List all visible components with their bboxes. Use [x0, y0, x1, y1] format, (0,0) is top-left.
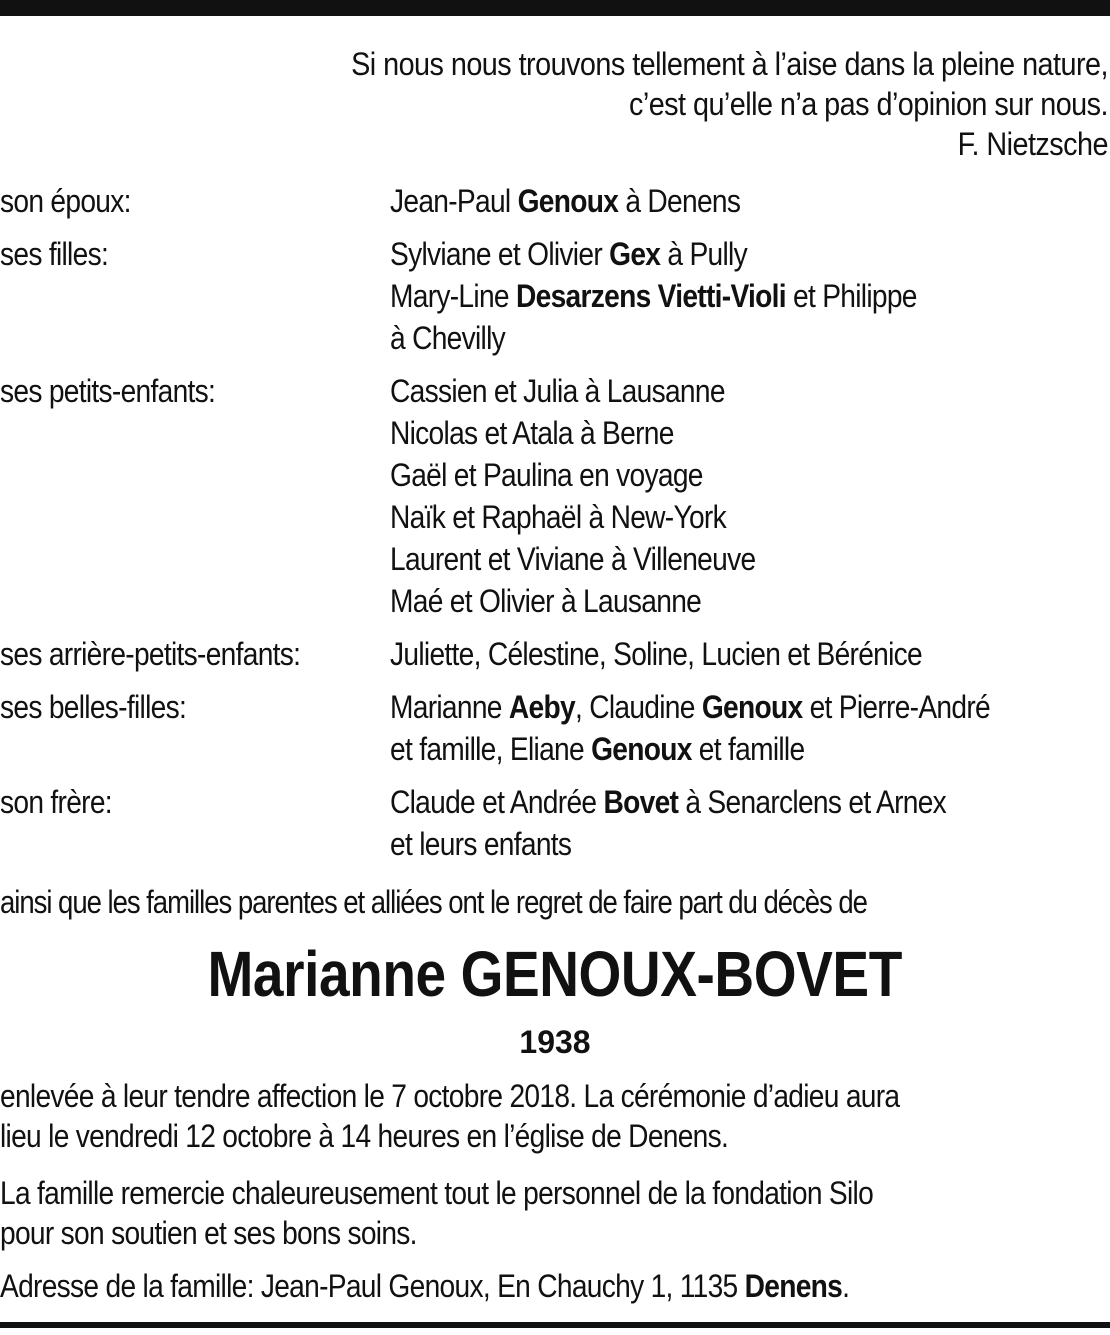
surname: Bovet	[603, 784, 679, 820]
family-line	[390, 728, 1024, 770]
paragraph-line: La famille remercie chaleureusement tout le personnel de la fondation Silo	[0, 1175, 874, 1211]
quote-line-1: Si nous nous trouvons tellement à l’aise dans la pleine nature,	[351, 46, 1108, 82]
ceremony-paragraph	[0, 1076, 899, 1156]
family-line: Maé et Olivier à Lausanne	[390, 583, 702, 619]
address-paragraph	[0, 1266, 849, 1306]
family-line: Juliette, Célestine, Soline, Lucien et Bérénice	[390, 636, 923, 672]
family-line: Naïk et Raphaël à New-York	[390, 499, 726, 535]
family-label-daughters-in-law: ses belles-filles:	[0, 689, 187, 725]
announcement-text: ainsi que les familles parentes et alliées ont le regret de faire part du décès de	[0, 884, 867, 920]
text-segment: à Denens	[618, 183, 741, 219]
text-segment: .	[842, 1268, 850, 1304]
family-line: Gaël et Paulina en voyage	[390, 457, 703, 493]
family-names-daughters	[390, 233, 1024, 359]
family-line	[390, 275, 1024, 317]
family-names-spouse	[390, 180, 1024, 222]
deceased-name-block	[0, 936, 1110, 1012]
family-line	[390, 180, 1024, 222]
text-segment: Marianne	[390, 689, 509, 725]
family-label-brother: son frère:	[0, 784, 112, 820]
paragraph-line: enlevée à leur tendre affection le 7 octobre 2018. La cérémonie d’adieu aura	[0, 1078, 900, 1114]
family-line: Nicolas et Atala à Berne	[390, 415, 674, 451]
text-segment: et famille	[691, 731, 805, 767]
surname: Genoux	[701, 689, 803, 725]
family-line: et leurs enfants	[390, 826, 572, 862]
text-segment: et famille, Eliane	[390, 731, 592, 767]
family-names-brother	[390, 781, 1024, 865]
family-label-spouse: son époux:	[0, 183, 131, 219]
surname: Gex	[609, 236, 661, 272]
quote-author: F. Nietzsche	[957, 126, 1108, 162]
thanks-paragraph	[0, 1173, 873, 1253]
quote-line-2: c’est qu’elle n’a pas d’opinion sur nous.	[629, 86, 1108, 122]
family-row-great-grandchildren	[0, 633, 1110, 675]
text-segment: Adresse de la famille: Jean-Paul Genoux, En Chauchy 1, 1135	[0, 1268, 745, 1304]
family-row-spouse	[0, 180, 1110, 222]
family-label-grandchildren: ses petits-enfants:	[0, 373, 216, 409]
paragraph-line: lieu le vendredi 12 octobre à 14 heures en l’église de Denens.	[0, 1118, 729, 1154]
family-line	[390, 781, 1024, 823]
deceased-name: Marianne GENOUX-BOVET	[207, 938, 903, 1010]
epigraph-quote	[351, 44, 1108, 164]
surname: Aeby	[508, 689, 575, 725]
text-segment: et Philippe	[785, 278, 917, 314]
text-segment: Sylviane et Olivier	[390, 236, 610, 272]
paragraph-line: pour son soutien et ses bons soins.	[0, 1215, 417, 1251]
text-segment: Claude et Andrée	[390, 784, 604, 820]
bottom-rule	[0, 1322, 1110, 1328]
text-segment: à Pully	[660, 236, 747, 272]
surname: Genoux	[517, 183, 619, 219]
family-line: à Chevilly	[390, 320, 506, 356]
text-segment: , Claudine	[574, 689, 702, 725]
surname: Desarzens Vietti-Violi	[515, 278, 786, 314]
family-names-daughters-in-law	[390, 686, 1024, 770]
family-row-brother	[0, 781, 1110, 865]
family-line: Cassien et Julia à Lausanne	[390, 373, 725, 409]
text-segment: et Pierre-André	[802, 689, 990, 725]
family-line	[390, 686, 1024, 728]
family-label-daughters: ses filles:	[0, 236, 109, 272]
family-row-daughters	[0, 233, 1110, 359]
family-names-grandchildren	[390, 370, 1024, 622]
family-names-great-grandchildren	[390, 633, 1024, 675]
paragraph-line	[0, 1266, 849, 1306]
text-segment: Mary-Line	[390, 278, 516, 314]
text-segment: Jean-Paul	[390, 183, 518, 219]
family-line: Laurent et Viviane à Villeneuve	[390, 541, 756, 577]
family-row-daughters-in-law	[0, 686, 1110, 770]
town-name: Denens	[744, 1268, 843, 1304]
family-list	[0, 180, 1110, 876]
text-segment: à Senarclens et Arnex	[678, 784, 947, 820]
family-line	[390, 233, 1024, 275]
birth-year: 1938	[519, 1024, 591, 1060]
surname: Genoux	[591, 731, 692, 767]
family-label-great-grandchildren: ses arrière-petits-enfants:	[0, 636, 301, 672]
family-row-grandchildren	[0, 370, 1110, 622]
top-rule	[0, 0, 1110, 16]
